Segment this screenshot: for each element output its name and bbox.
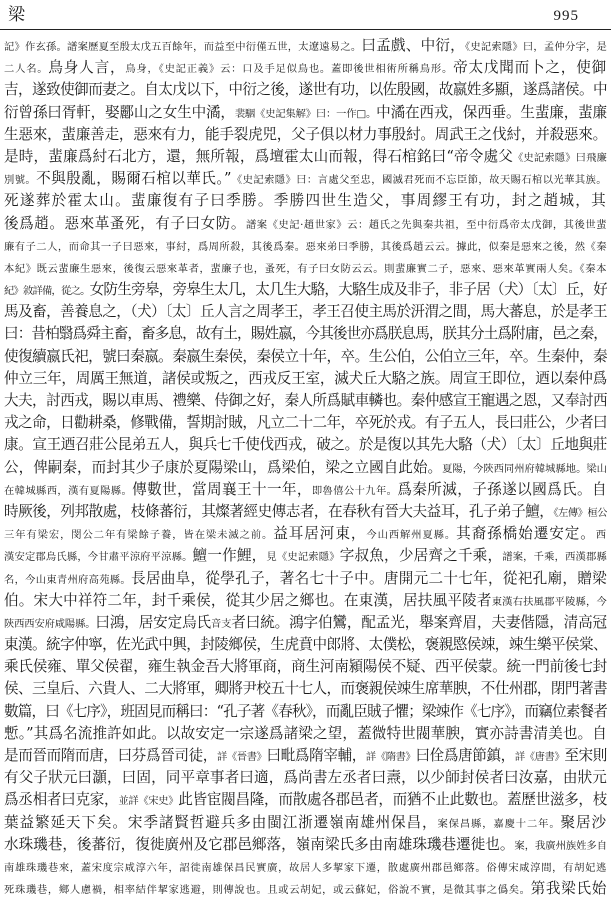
text-line	[4, 189, 607, 211]
main-text: 至宋則	[564, 747, 607, 764]
main-text: 帝太戊聞而卜之，使御	[453, 59, 607, 77]
text-line	[4, 589, 607, 611]
main-text: 數篇，曰《七序》，班固見而稱曰：“孔子著《春秋》，而亂臣賊子懼；梁竦作《七序》，而竊位素餐者	[4, 702, 607, 720]
annotation-note: 三年有梁宏，閔公二年有梁餘子養，皆在梁未滅之前。	[4, 529, 274, 542]
annotation-note: 本紀》既云蜚廉生惡來，後復云惡來革者，蜚廉子也，蚤死，有子曰女防云云。則蜚廉實二子，惡來、惡來革實兩人矣。《秦本	[4, 262, 607, 275]
annotation-note: 今山西解州夏縣。	[366, 529, 457, 542]
text-line	[4, 300, 607, 322]
text-line-content	[4, 433, 607, 456]
main-text: 曰孟戲、中衍，	[361, 37, 465, 54]
text-line	[4, 389, 607, 411]
text-line	[4, 788, 607, 810]
text-line	[4, 256, 607, 278]
text-line	[4, 345, 607, 367]
text-line	[4, 234, 607, 256]
text-line-content	[4, 78, 607, 101]
text-line	[4, 433, 607, 455]
main-text: 時厥後，列邦散處，枝條蕃衍，其燦著經史傳志者，在春秋有晉大夫益耳，孔子弟子鱣，	[4, 502, 554, 520]
text-line	[4, 367, 607, 389]
text-line-content	[4, 855, 607, 879]
text-line-content	[4, 811, 607, 835]
text-line	[4, 766, 607, 788]
text-line-content	[4, 589, 607, 613]
text-line-content	[4, 722, 607, 745]
annotation-note: 東漢右扶風郡平陵縣，今	[491, 595, 607, 608]
text-body	[4, 34, 607, 902]
text-line-content	[4, 234, 607, 258]
annotation-note: 音支	[210, 617, 232, 630]
main-text: 第我梁氏始	[530, 880, 607, 898]
annotation-note: 詳《晉書》	[217, 751, 267, 763]
annotation-note: 名，今山東青州府高苑縣。	[4, 573, 131, 586]
text-line	[4, 123, 607, 145]
annotation-note: 譜案，千乘，西漢郡縣	[502, 551, 607, 564]
annotation-note: 在韓城縣西，漢有夏陽縣。	[4, 484, 133, 497]
section-title: 梁	[8, 5, 25, 25]
annotation-note: 裴駰《史記集解》曰：一作□。	[234, 107, 377, 120]
main-text: 曰鴻，居安定烏氏	[95, 613, 211, 631]
text-line-content	[4, 766, 607, 789]
text-line	[4, 145, 607, 167]
main-text: 其裔孫橋始遷安定。	[456, 525, 596, 543]
annotation-note: 並詳《宋史》	[118, 795, 179, 808]
main-text: 不與殷亂，賜爾石棺以華氏。”	[36, 170, 232, 188]
text-line	[4, 522, 607, 544]
annotation-note: 《史記索隱》曰，孟仲分字，是	[465, 41, 607, 53]
text-line-content	[4, 655, 607, 678]
text-line-content	[4, 256, 607, 280]
annotation-note: 譜案《史記·趙世家》云：趙氏之先與秦共祖，至中衍爲帝太戊御，其後世蜚	[245, 218, 607, 231]
annotation-note: 案保昌縣，嘉慶十二年。	[437, 817, 561, 830]
annotation-note: 南雄珠璣巷來，蓋宋度宗咸淳六年，詔徙南雄保昌民實廣，故居人多挈家下遷，散處廣州郡邑鄉落。俗傳宋咸淳間，有胡妃逃	[4, 861, 607, 874]
annotation-note: 死珠璣巷，鄉人慮禍，相率結伴挈家逃避，則傳說也。且或云胡妃，或云蘇妃，俗說不實，是微其事之僞矣。	[4, 884, 531, 897]
main-text: 慙。”其爲名流推許如此。以故安定一宗遂爲諸梁之望，蓋微特世閥華腴，實亦詩書清美也。自	[4, 724, 607, 742]
text-line	[4, 167, 607, 189]
text-line-content	[4, 278, 607, 302]
text-line-content	[4, 700, 607, 723]
text-line	[4, 700, 607, 722]
text-line-content	[4, 322, 607, 345]
text-line	[4, 278, 607, 300]
main-text: 吉，遂致使御而妻之。自太戊以下，中衍之後，遂世有功，以佐殷國，故嬴姓多顯，遂爲諸侯。中	[4, 81, 607, 99]
annotation-note: 詳《隋書》	[365, 751, 416, 763]
main-text: 益耳居河東，	[273, 525, 367, 543]
main-text: 水珠璣巷，後蕃衍，復徙廣州及它郡邑鄉落，嶺南梁氏多由南雄珠璣巷遷徙也。	[4, 835, 515, 853]
text-line-content	[4, 611, 607, 635]
main-text: 伯。宋大中祥符二年，封千乘侯，從其少居之鄉也。在東漢，居扶風平陵者	[4, 591, 492, 609]
text-line	[4, 677, 607, 699]
annotation-note: 《左傳》桓公	[553, 506, 607, 519]
annotation-note: 陝西西安府咸陽縣。	[4, 617, 96, 630]
main-text: 字叔魚，少居齊之千乘，	[339, 547, 503, 565]
text-line	[4, 101, 607, 123]
text-line-content	[4, 56, 607, 80]
main-text: 衍曾孫曰胥軒，娶酈山之女生中潏，	[4, 103, 235, 121]
annotation-note: 見《史記索隱》	[266, 551, 340, 564]
main-text: 戎之命，日勸耕桑，修戰備，誓期討賊，凡立二十二年，卒死於戎。有子五人，長曰莊公，少者曰	[4, 414, 607, 432]
text-line-content	[4, 877, 607, 901]
text-line	[4, 478, 607, 500]
annotation-note: 漢安定郡烏氏縣，今甘肅平涼府平涼縣。	[4, 551, 193, 564]
text-line	[4, 34, 607, 56]
text-line	[4, 411, 607, 433]
main-text: 大夫，討西戎，賜以車馬、禮樂、侍御之好，秦人所爲賦車轔也。秦仲感宣王寵遇之恩，又奉討西	[4, 392, 607, 409]
text-line	[4, 456, 607, 478]
main-text: 康。宣王迺召莊公昆弟五人，與兵七千使伐西戎，破之。於是復以其先大駱（犬）〔太〕丘地與莊	[4, 436, 607, 454]
main-text: 葉益繁延天下矣。宋季諸賢哲避兵多由閩江浙遷嶺南雄州保昌，	[4, 813, 438, 831]
main-text: 鱣一作鯉，	[192, 547, 267, 565]
text-line	[4, 611, 607, 633]
main-text: 東漢。統字仲寧，佐光武中興，封陵鄉侯，生虎賁中郎將、太僕松，褒親愍侯竦，竦生樂平侯棠、	[4, 636, 607, 654]
text-line-content	[4, 456, 607, 480]
annotation-note: 《史記索隱》曰：言處父至忠，國滅君死而不忘臣節，故天賜石棺以光華其族。	[231, 174, 607, 187]
main-text: 者曰統。鴻字伯鸞，配孟光，舉案齊眉，夫妻偕隱，清高冠	[231, 613, 607, 631]
main-text: 女防生旁皋，旁皋生太几，太几生大駱，大駱生成及非子，非子居（犬）〔太〕丘，好	[89, 281, 607, 299]
text-line-content	[4, 633, 607, 656]
text-line	[4, 567, 607, 589]
text-line	[4, 877, 607, 899]
text-line	[4, 855, 607, 877]
annotation-note: 別號。	[4, 174, 37, 187]
text-line-content	[4, 300, 607, 323]
text-line-content	[4, 345, 607, 368]
text-line-content	[4, 677, 607, 700]
text-line-content	[4, 34, 607, 58]
text-line-content	[4, 212, 607, 236]
main-text: 爲丞相者曰克家，	[4, 791, 119, 809]
text-line-content	[4, 189, 607, 212]
main-text: 使復續嬴氏祀，號曰秦嬴。秦嬴生秦侯，秦侯立十年，卒。生公伯，公伯立三年，卒。生秦仲，秦	[4, 347, 607, 365]
text-line	[4, 544, 607, 566]
text-line	[4, 56, 607, 78]
text-line-content	[4, 123, 607, 146]
text-line-content	[4, 389, 607, 412]
text-line	[4, 500, 607, 522]
text-line	[4, 744, 607, 766]
text-line-content	[4, 167, 607, 191]
main-text: 馬及畜，善養息之，（犬）〔太〕丘人言之周孝王，孝王召使主馬於汧渭之間，馬大蕃息，於是孝王	[4, 303, 607, 321]
main-text: 此皆宦閥昌隆，而散處各郡邑者，而猶不止此數也。蓋歷世滋多，枝	[178, 791, 607, 809]
annotation-note: 紀》敘詳備，從之。	[4, 285, 90, 298]
annotation-note: 即魯僖公十九年。	[311, 484, 398, 497]
text-line-content	[4, 367, 607, 390]
main-text: 公，俾嗣秦，而封其少子康於夏陽梁山，爲梁伯，梁之立國自此始。	[4, 458, 443, 476]
text-line-content	[4, 544, 607, 568]
page-number: 995	[553, 8, 579, 24]
text-line-content	[4, 744, 607, 768]
main-text: 乘氏侯雍、單父侯翟，雍生執金吾大將軍商，商生河南潁陽侯不疑、西平侯蒙。統一門前後七封	[4, 658, 607, 676]
text-line	[4, 655, 607, 677]
text-line-content	[4, 788, 607, 812]
text-line	[4, 633, 607, 655]
text-line-content	[4, 145, 607, 169]
main-text: 曰：昔柏翳爲舜主畜，畜多息，故有土，賜姓嬴，今其後世亦爲朕息馬，朕其分土爲附庸，邑之秦，	[4, 325, 607, 343]
main-text: 長居曲阜，從學孔子，著名七十子中。唐開元二十七年，從祀孔廟，贈梁	[130, 569, 607, 587]
main-text: 仲立三年，周厲王無道，諸侯或叛之，西戎反王室，滅犬丘大駱之族。周宣王即位，迺以秦仲爲	[4, 369, 607, 387]
annotation-note: 《史記索隱》曰飛廉	[512, 151, 607, 164]
text-line	[4, 78, 607, 100]
text-line	[4, 722, 607, 744]
text-line	[4, 811, 607, 833]
text-line	[4, 833, 607, 855]
text-line-content	[4, 833, 607, 857]
annotation-note: 夏陽，今陝西同州府韓城縣地。梁山	[442, 462, 607, 475]
annotation-note: 案，我廣州族姓多自	[514, 839, 607, 852]
main-text: 是時，蜚廉爲紂石北方，還，無所報，爲壇霍太山而報，得石棺銘曰“帝令處父	[4, 147, 513, 165]
main-text: 曰佺爲唐節鎮，	[415, 747, 515, 764]
main-text: 有父子狀元曰灝，曰固，同平章事者曰適，爲尚書左丞者曰燾，以少師封侯者曰汝嘉，由狀元	[4, 769, 607, 787]
text-line	[4, 212, 607, 234]
annotation-note: 記》作玄孫。譜案歷夏至殷太戊五百餘年，而益至中衍僅五世，太遼遠易之。	[4, 41, 362, 53]
text-line-content	[4, 411, 607, 434]
text-line-content	[4, 101, 607, 125]
text-line-content	[4, 500, 607, 524]
main-text: 曰毗爲隋宰輔，	[266, 747, 366, 764]
header-rule	[0, 29, 611, 30]
main-text: 是而晉而隋而唐，曰芬爲晉司徒，	[4, 747, 217, 764]
annotation-note: 詳《唐書》	[514, 751, 565, 763]
main-text: 生惡來，蜚廉善走，惡來有力，能手裂虎兕，父子俱以材力事殷紂。周武王之伐紂，并殺惡來。	[4, 125, 607, 143]
main-text: 後爲趙。惡來革蚤死，有子曰女防。	[4, 214, 246, 232]
main-text: 聚居沙	[560, 813, 607, 831]
text-line-content	[4, 478, 607, 502]
annotation-note: 廉有子二人，而命其一子曰惡來，事紂，爲周所殺，其後爲秦。惡來弟曰季勝，其後爲趙云云。據此，似秦是惡來之後，然《秦	[4, 240, 607, 253]
annotation-note: 二人名。	[4, 63, 49, 76]
text-line	[4, 322, 607, 344]
text-line-content	[4, 522, 607, 546]
main-text: 中潏在西戎，保西垂。生蜚廉，蜚廉	[376, 103, 607, 121]
main-text: 傳數世，當周襄王十一年，	[132, 480, 312, 498]
main-text: 侯、三皇后、六貴人、二大將軍，卿將尹校五十七人，而褒親侯竦生席華腴，不仕州郡，閉門著書	[4, 680, 607, 698]
text-line-content	[4, 567, 607, 591]
main-text: 爲秦所滅，子孫遂以國爲氏。自	[397, 480, 607, 498]
main-text: 鳥身人言，	[48, 59, 126, 77]
annotation-note: 鳥身，《史記正義》云：口及手足似鳥也。蓋即後世相術所稱鳥形。	[125, 63, 454, 76]
annotation-note: 西	[595, 529, 607, 542]
main-text: 死遂葬於霍太山。蜚廉復有子曰季勝。季勝四世生造父，事周繆王有功，封之趙城，其	[4, 192, 607, 210]
